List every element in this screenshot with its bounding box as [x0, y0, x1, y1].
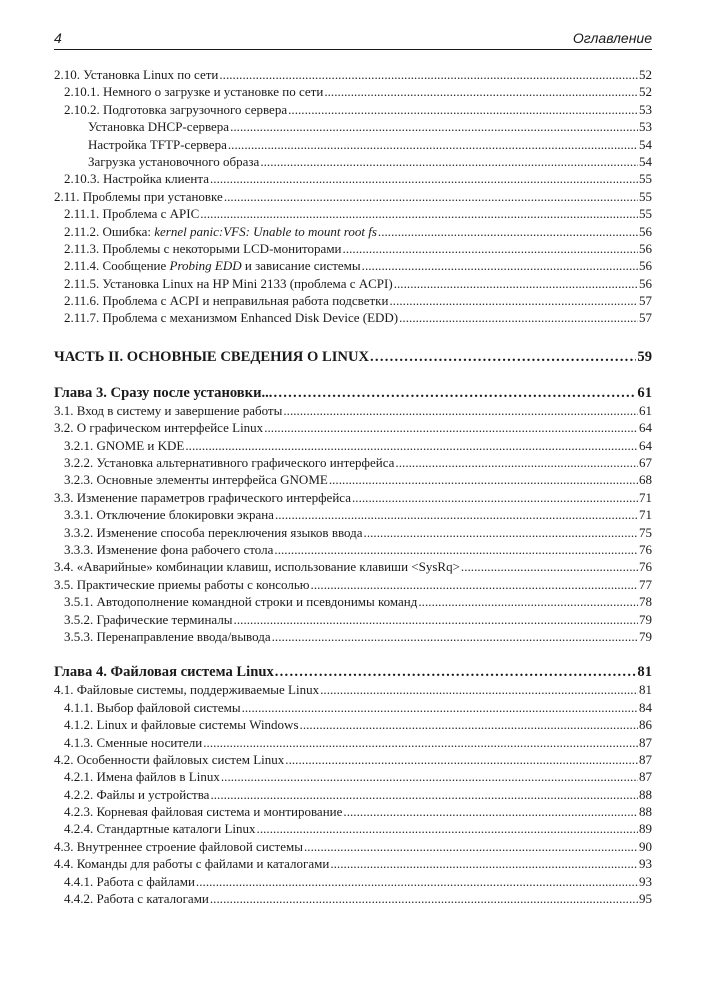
toc-entry-page: 90 — [639, 838, 652, 854]
toc-entry-label — [54, 66, 218, 83]
toc-entry-label — [54, 384, 272, 402]
toc-entry-label — [64, 83, 323, 100]
toc-entry-label — [88, 136, 227, 153]
toc-entry-label — [64, 611, 233, 628]
dot-leader — [230, 118, 638, 135]
toc-entry — [54, 873, 652, 890]
toc-entry — [54, 83, 652, 100]
toc-entry-label — [64, 768, 220, 785]
toc-entry-title-italic: kernel panic:VFS: Unable to mount root fs — [154, 223, 377, 239]
toc-entry-title: 2.11.3. Проблемы с некоторыми LCD-мониторами — [64, 240, 342, 256]
toc-entry — [54, 170, 652, 187]
toc-entry-page: 81 — [639, 682, 652, 698]
toc-entry-label — [64, 454, 394, 471]
toc-entry-label — [64, 223, 377, 240]
toc-entry — [54, 558, 652, 575]
toc-entry — [54, 699, 652, 716]
toc-entry-page: 71 — [639, 507, 652, 523]
dot-leader — [304, 838, 638, 855]
toc-entry-title: 2.11.1. Проблема с APIC — [64, 206, 200, 222]
toc-entry — [54, 855, 652, 872]
dot-leader — [288, 101, 638, 118]
toc-entry-label — [54, 663, 274, 681]
dot-leader — [273, 384, 636, 402]
toc-entry-title: 3.3. Изменение параметров графического интерфейса — [54, 489, 351, 505]
toc-entry-title: 3.5.3. Перенаправление ввода/вывода — [64, 628, 271, 644]
dot-leader — [185, 437, 638, 454]
dot-leader — [364, 524, 638, 541]
toc-entry — [54, 524, 652, 541]
toc-entry-page: 54 — [639, 136, 652, 152]
dot-leader — [395, 454, 638, 471]
toc-entry-page: 89 — [639, 821, 652, 837]
toc-entry-page: 86 — [639, 717, 652, 733]
toc-entry-title: 4.1.3. Сменные носители — [64, 734, 203, 750]
toc-entry — [54, 153, 652, 170]
toc-entry-page: 79 — [639, 628, 652, 644]
table-of-contents — [54, 66, 652, 907]
toc-entry-title: 4.4. Команды для работы с файлами и каталогами — [54, 856, 330, 872]
toc-entry-page: 87 — [639, 751, 652, 767]
toc-entry-title: Глава 3. Сразу после установки... — [54, 384, 273, 401]
toc-entry — [54, 593, 652, 610]
toc-entry-title: 3.3.1. Отключение блокировки экрана — [64, 507, 274, 523]
toc-entry-label — [88, 153, 259, 170]
dot-leader — [343, 803, 638, 820]
toc-entry-title: 4.2.4. Стандартные каталоги Linux — [64, 821, 256, 837]
dot-leader — [242, 699, 638, 716]
dot-leader — [370, 348, 636, 366]
toc-entry-page: 55 — [639, 171, 652, 187]
toc-entry-label — [54, 751, 284, 768]
toc-entry-page: 54 — [639, 153, 652, 169]
toc-entry-title: 3.2.3. Основные элементы интерфейса GNOME — [64, 472, 328, 488]
toc-entry-title: 3.2. О графическом интерфейсе Linux — [54, 420, 264, 436]
toc-entry-label — [54, 489, 351, 506]
toc-entry-label — [64, 820, 256, 837]
toc-entry-title: 2.10.3. Настройка клиента — [64, 171, 209, 187]
toc-entry — [54, 66, 652, 83]
toc-entry-title: 2.11.5. Установка Linux на HP Mini 2133 (проблема с ACPI) — [64, 275, 393, 291]
toc-entry-page: 56 — [639, 240, 652, 256]
toc-entry-title: 3.3.2. Изменение способа переключения языков ввода — [64, 524, 363, 540]
part-heading — [54, 348, 652, 366]
toc-entry-page: 61 — [639, 402, 652, 418]
chapter-heading — [54, 663, 652, 681]
toc-entry-title: 4.2.2. Файлы и устройства — [64, 786, 210, 802]
toc-entry — [54, 188, 652, 205]
dot-leader — [200, 205, 638, 222]
toc-entry-page: 59 — [637, 348, 652, 365]
toc-entry-label — [54, 188, 223, 205]
toc-entry — [54, 628, 652, 645]
toc-entry — [54, 820, 652, 837]
toc-entry-page: 55 — [639, 188, 652, 204]
dot-leader — [320, 681, 638, 698]
page-number: 4 — [54, 30, 62, 46]
dot-leader — [210, 890, 638, 907]
dot-leader — [234, 611, 638, 628]
toc-entry-page: 95 — [639, 891, 652, 907]
toc-entry-label — [54, 838, 303, 855]
toc-entry-label — [64, 240, 342, 257]
toc-entry-page: 88 — [639, 804, 652, 820]
toc-entry-title: 3.2.2. Установка альтернативного графического интерфейса — [64, 455, 395, 471]
toc-entry-page: 52 — [639, 84, 652, 100]
dot-leader — [275, 506, 638, 523]
toc-entry-label — [64, 309, 398, 326]
dot-leader — [228, 136, 638, 153]
dot-leader — [210, 786, 638, 803]
toc-entry — [54, 101, 652, 118]
dot-leader — [418, 593, 638, 610]
dot-leader — [272, 628, 638, 645]
dot-leader — [224, 188, 638, 205]
dot-leader — [394, 275, 638, 292]
toc-entry-page: 88 — [639, 786, 652, 802]
toc-entry — [54, 803, 652, 820]
toc-entry-title: 4.1.2. Linux и файловые системы Windows — [64, 717, 299, 733]
toc-entry-title: 4.4.2. Работа с каталогами — [64, 891, 209, 907]
toc-entry-label — [64, 716, 299, 733]
dot-leader — [329, 471, 638, 488]
toc-entry-label — [64, 257, 361, 274]
toc-entry-title: Загрузка установочного образа — [88, 153, 260, 169]
dot-leader — [343, 240, 638, 257]
toc-entry-label — [64, 506, 274, 523]
toc-entry-title: 3.1. Вход в систему и завершение работы — [54, 402, 283, 418]
dot-leader — [210, 170, 638, 187]
toc-entry-label — [64, 628, 271, 645]
toc-entry-page: 81 — [637, 664, 652, 681]
running-title: Оглавление — [572, 30, 652, 46]
toc-entry-title: ЧАСТЬ II. ОСНОВНЫЕ СВЕДЕНИЯ О LINUX — [54, 348, 370, 365]
toc-entry-page: 78 — [639, 594, 652, 610]
toc-entry-label — [64, 437, 184, 454]
dot-leader — [362, 257, 638, 274]
toc-entry-page: 76 — [639, 541, 652, 557]
dot-leader — [311, 576, 638, 593]
toc-entry-label — [64, 524, 363, 541]
toc-entry-label — [64, 275, 393, 292]
toc-entry — [54, 419, 652, 436]
toc-entry — [54, 734, 652, 751]
toc-entry-label — [64, 873, 195, 890]
toc-entry-title: 2.11.7. Проблема с механизмом Enhanced Disk Device (EDD) — [64, 310, 399, 326]
toc-entry-title: 4.1.1. Выбор файловой системы — [64, 699, 241, 715]
dot-leader — [260, 153, 638, 170]
dot-leader — [219, 66, 638, 83]
dot-leader — [389, 292, 638, 309]
toc-entry-title: 3.4. «Аварийные» комбинации клавиш, использование клавиши <SysRq> — [54, 559, 460, 575]
toc-entry-label — [64, 471, 328, 488]
toc-entry-page: 75 — [639, 524, 652, 540]
toc-entry — [54, 309, 652, 326]
toc-entry-page: 68 — [639, 472, 652, 488]
toc-entry-page: 84 — [639, 699, 652, 715]
toc-entry — [54, 471, 652, 488]
toc-entry — [54, 454, 652, 471]
toc-entry-page: 64 — [639, 420, 652, 436]
toc-entry — [54, 489, 652, 506]
toc-entry-title: 3.2.1. GNOME и KDE — [64, 437, 185, 453]
toc-entry-page: 56 — [639, 223, 652, 239]
toc-entry — [54, 681, 652, 698]
toc-entry-page: 57 — [639, 310, 652, 326]
toc-entry-title: 2.11.4. Сообщение — [64, 258, 170, 274]
toc-entry-page: 56 — [639, 275, 652, 291]
dot-leader — [264, 419, 638, 436]
toc-entry-title: 2.11.2. Ошибка: — [64, 223, 155, 239]
dot-leader — [275, 663, 637, 681]
toc-entry — [54, 118, 652, 135]
toc-entry — [54, 223, 652, 240]
dot-leader — [378, 223, 638, 240]
toc-entry-title: 4.2.3. Корневая файловая система и монтирование — [64, 804, 343, 820]
dot-leader — [196, 873, 638, 890]
toc-entry-label — [64, 101, 287, 118]
toc-entry — [54, 402, 652, 419]
toc-entry-page: 71 — [639, 489, 652, 505]
toc-entry-title: 3.5. Практические приемы работы с консолью — [54, 576, 310, 592]
toc-entry-label — [54, 419, 263, 436]
dot-leader — [461, 558, 638, 575]
toc-entry-page: 53 — [639, 119, 652, 135]
toc-entry — [54, 136, 652, 153]
toc-entry-title: Глава 4. Файловая система Linux — [54, 664, 274, 681]
toc-entry-page: 93 — [639, 856, 652, 872]
toc-entry-title-suffix: и зависание системы — [241, 258, 361, 274]
toc-entry — [54, 890, 652, 907]
toc-entry-title: 2.10. Установка Linux по сети — [54, 67, 219, 82]
toc-entry — [54, 257, 652, 274]
toc-entry-label — [64, 292, 388, 309]
toc-entry — [54, 506, 652, 523]
toc-entry-label — [64, 205, 199, 222]
toc-entry-title: 4.3. Внутреннее строение файловой системы — [54, 838, 303, 854]
toc-entry-page: 55 — [639, 206, 652, 222]
toc-entry-page: 87 — [639, 769, 652, 785]
toc-entry-page: 79 — [639, 611, 652, 627]
toc-entry-title: 2.10.2. Подготовка загрузочного сервера — [64, 101, 288, 117]
toc-entry-title: 3.5.1. Автодополнение командной строки и псевдонимы команд — [64, 594, 418, 610]
toc-entry-page: 61 — [637, 384, 652, 401]
toc-entry — [54, 576, 652, 593]
toc-entry-label — [64, 803, 342, 820]
toc-entry-label — [64, 170, 209, 187]
dot-leader — [352, 489, 638, 506]
toc-entry-label — [64, 541, 273, 558]
toc-entry-page: 87 — [639, 734, 652, 750]
toc-entry — [54, 611, 652, 628]
toc-entry-page: 67 — [639, 455, 652, 471]
toc-entry — [54, 786, 652, 803]
dot-leader — [257, 820, 638, 837]
toc-entry-label — [54, 348, 369, 366]
toc-entry-label — [64, 734, 202, 751]
toc-entry-label — [64, 593, 417, 610]
toc-entry — [54, 275, 652, 292]
toc-entry-label — [64, 699, 241, 716]
toc-entry — [54, 205, 652, 222]
toc-entry-page: 77 — [639, 576, 652, 592]
dot-leader — [330, 855, 638, 872]
toc-entry — [54, 292, 652, 309]
toc-entry-label — [64, 890, 209, 907]
toc-entry — [54, 240, 652, 257]
running-header — [54, 28, 652, 50]
toc-entry-page: 56 — [639, 258, 652, 274]
toc-entry-title: 3.5.2. Графические терминалы — [64, 611, 233, 627]
dot-leader — [300, 716, 638, 733]
dot-leader — [399, 309, 638, 326]
toc-entry-title: Установка DHCP-сервера — [88, 119, 230, 135]
toc-entry-title: 4.1. Файловые системы, поддерживаемые Linux — [54, 682, 320, 698]
toc-entry-page: 76 — [639, 559, 652, 575]
toc-entry-title: Настройка TFTP-сервера — [88, 136, 227, 152]
toc-entry-label — [54, 681, 319, 698]
dot-leader — [274, 541, 638, 558]
toc-entry-label — [64, 786, 209, 803]
dot-leader — [221, 768, 638, 785]
toc-entry — [54, 541, 652, 558]
toc-entry-label — [54, 402, 282, 419]
toc-entry — [54, 716, 652, 733]
toc-entry-title: 4.2. Особенности файловых систем Linux — [54, 751, 285, 767]
toc-entry-title: 4.2.1. Имена файлов в Linux — [64, 769, 220, 785]
toc-entry-title: 4.4.1. Работа с файлами — [64, 873, 195, 889]
toc-entry-title-italic: Probing EDD — [169, 258, 242, 274]
toc-entry-label — [88, 118, 229, 135]
toc-entry-title: 2.11. Проблемы при установке — [54, 188, 223, 204]
dot-leader — [283, 402, 638, 419]
toc-entry — [54, 838, 652, 855]
dot-leader — [285, 751, 638, 768]
toc-entry-title: 2.10.1. Немного о загрузке и установке по сети — [64, 84, 324, 100]
toc-entry — [54, 768, 652, 785]
chapter-heading — [54, 384, 652, 402]
toc-entry-label — [54, 576, 310, 593]
toc-entry-page: 57 — [639, 293, 652, 309]
toc-entry — [54, 751, 652, 768]
dot-leader — [324, 83, 638, 100]
toc-entry-page: 64 — [639, 437, 652, 453]
dot-leader — [203, 734, 638, 751]
toc-entry-page: 53 — [639, 101, 652, 117]
toc-entry-label — [54, 558, 460, 575]
header-rule — [54, 49, 652, 50]
toc-entry-title: 3.3.3. Изменение фона рабочего стола — [64, 541, 274, 557]
toc-entry-label — [54, 855, 329, 872]
toc-entry-page: 93 — [639, 873, 652, 889]
toc-entry — [54, 437, 652, 454]
toc-entry-page: 52 — [639, 67, 652, 82]
toc-entry-title: 2.11.6. Проблема с ACPI и неправильная работа подсветки — [64, 293, 389, 309]
